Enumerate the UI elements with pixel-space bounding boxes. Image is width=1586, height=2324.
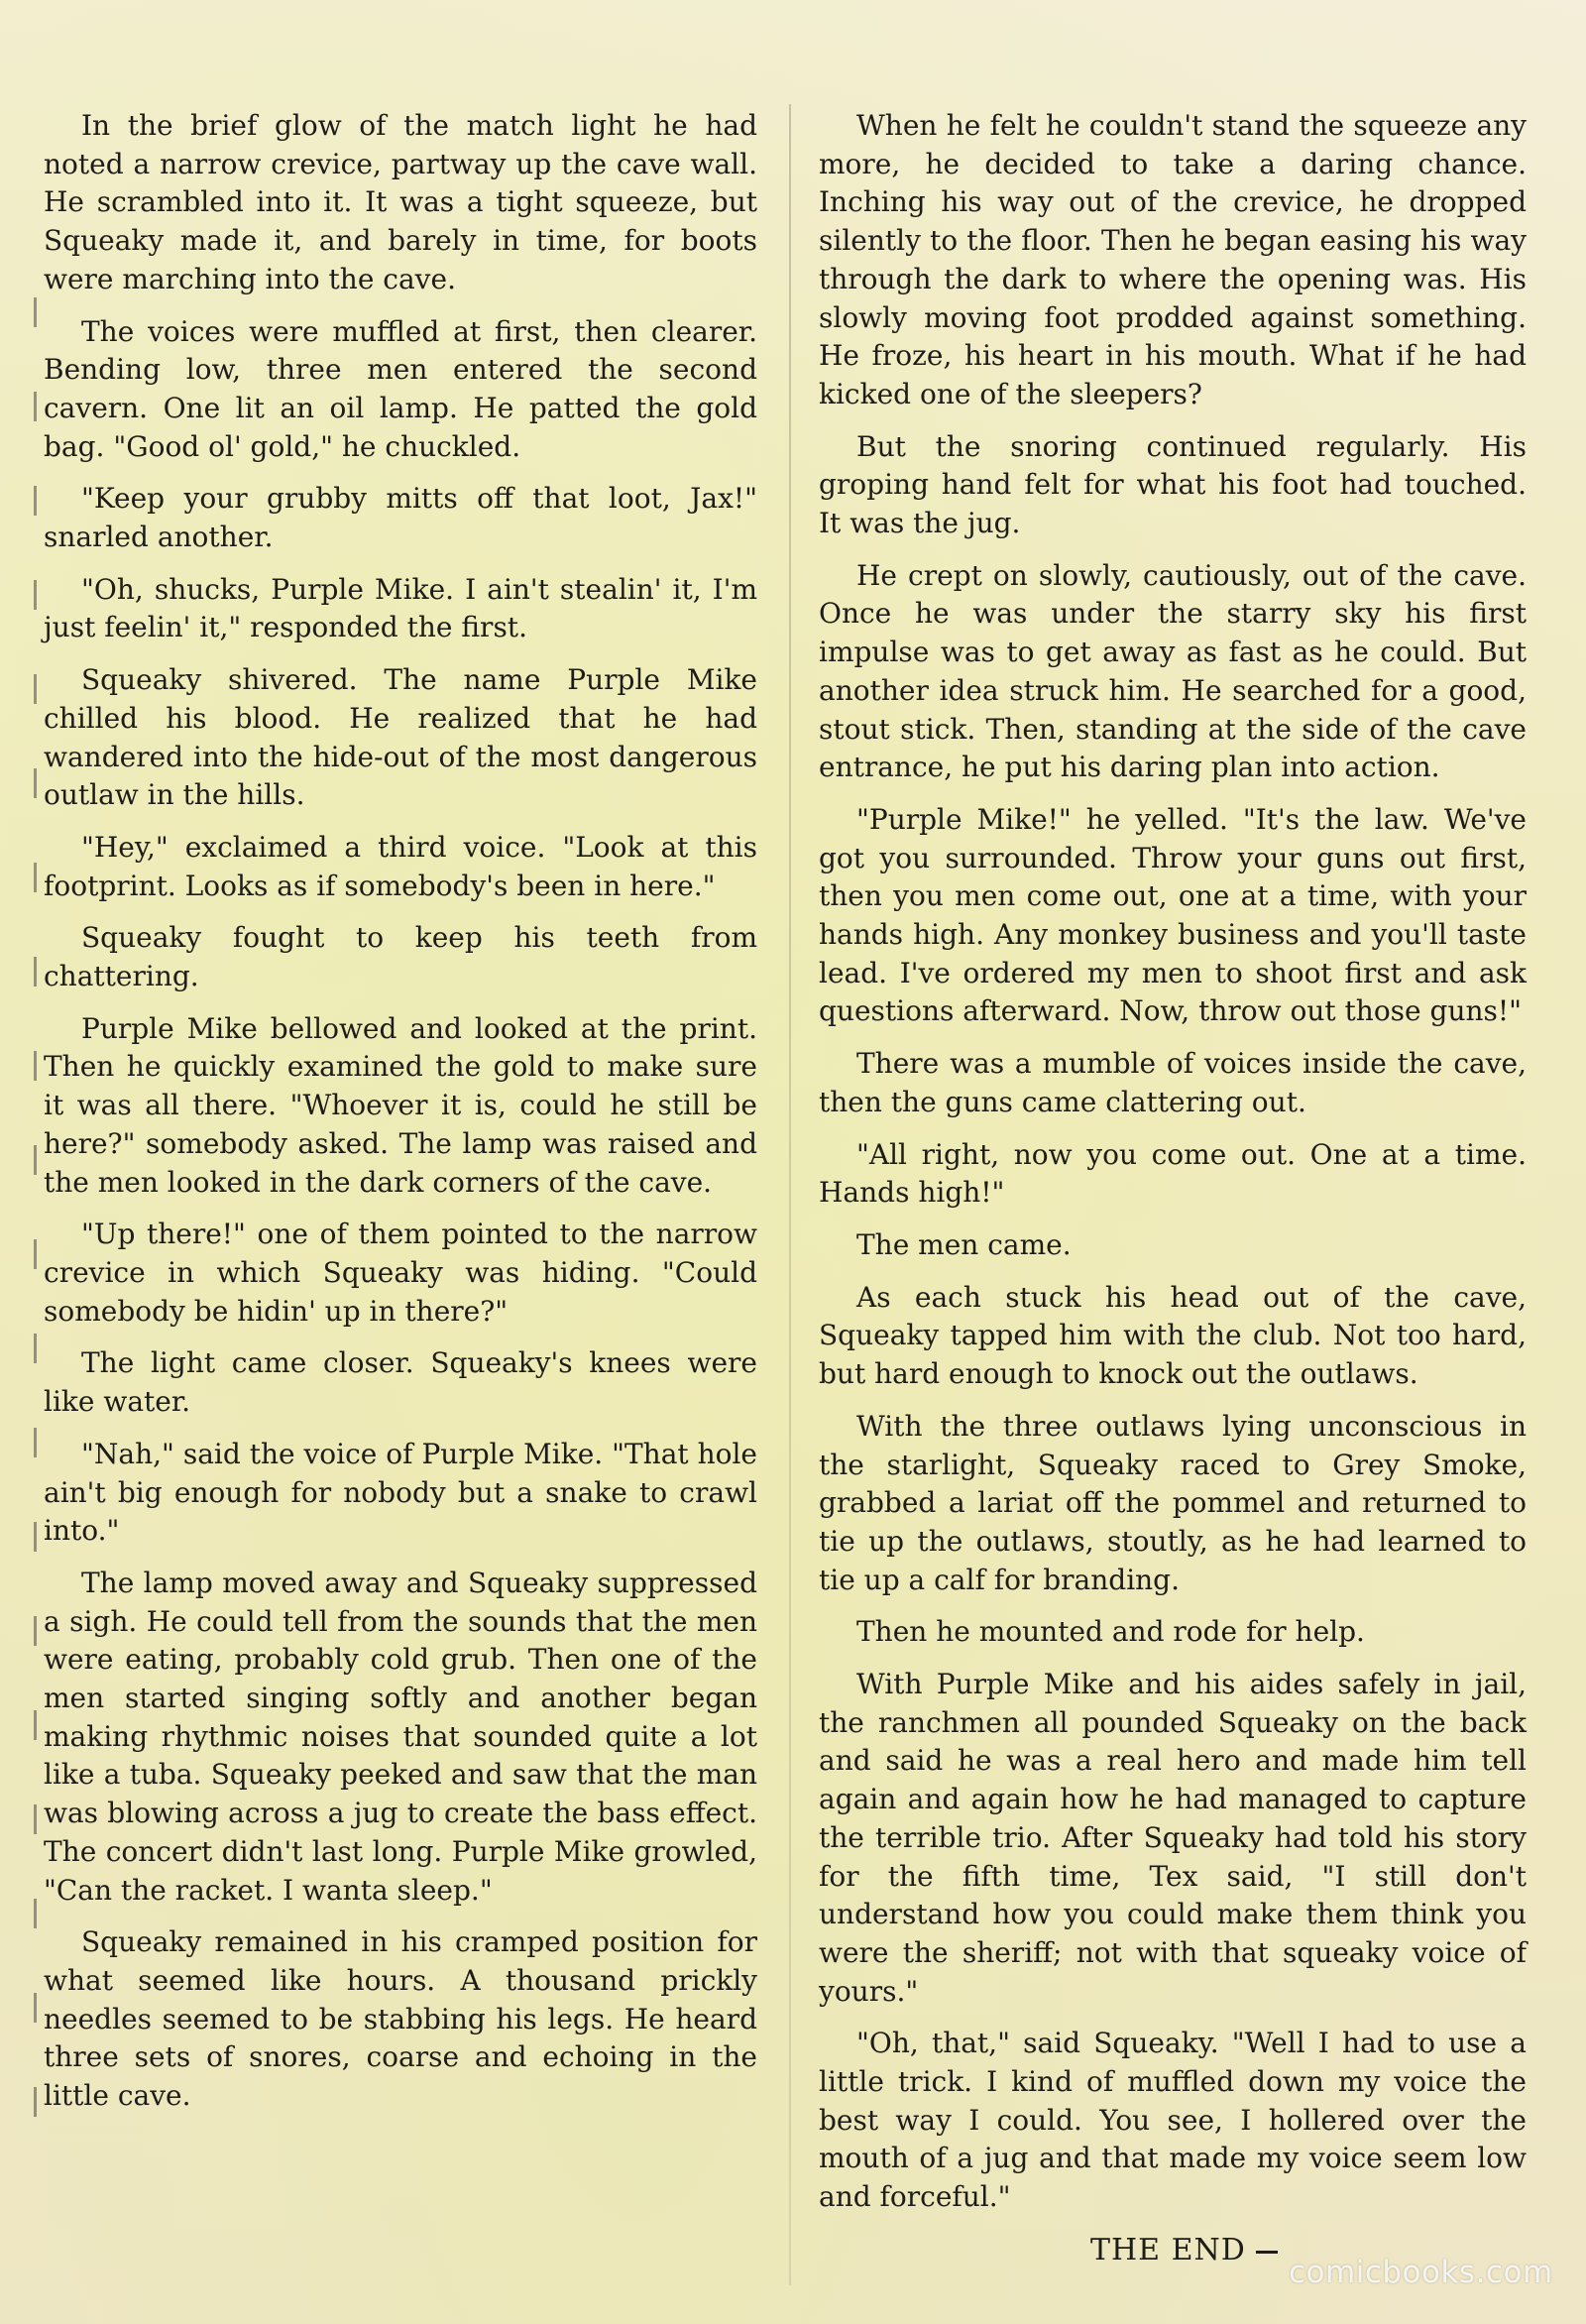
paragraph: "Purple Mike!" he yelled. "It's the law. We've got you surrounded. Throw your guns out first, then you men come out, one at a time, with your hands high. Any monkey business and you'll taste lead. I've ordered my men to shoot first and ask questions afterward. Now, throw out those guns!" (819, 802, 1527, 1028)
paragraph: As each stuck his head out of the cave, Squeaky tapped him with the club. Not too hard, but hard enough to knock out the outlaws. (819, 1280, 1527, 1391)
paragraph: Purple Mike bellowed and looked at the print. Then he quickly examined the gold to make sure it was all there. "Whoever it is, could he still be here?" somebody asked. The lamp was raised and the men looked in the dark corners of the cave. (44, 1011, 757, 1199)
paragraph: "All right, now you come out. One at a time. Hands high!" (819, 1137, 1527, 1210)
the-end-text: THE END (1090, 2233, 1246, 2267)
watermark: comicbooks.com (1289, 2255, 1553, 2290)
paragraph: "Hey," exclaimed a third voice. "Look at this footprint. Looks as if somebody's been in here." (44, 830, 757, 902)
paragraph: The light came closer. Squeaky's knees were like water. (44, 1346, 757, 1419)
paragraph: The lamp moved away and Squeaky suppressed a sigh. He could tell from the sounds that the men were eating, probably cold grub. Then one of the men started singing softly and another began making rhythmic noises that sounded quite a lot like a tuba. Squeaky peeked and saw that the man was blowing across a jug to create the bass effect. The concert didn't last long. Purple Mike growled, "Can the racket. I wanta sleep." (44, 1566, 757, 1907)
paragraph: "Up there!" one of them pointed to the narrow crevice in which Squeaky was hiding. "Could somebody be hidin' up in there?" (44, 1218, 757, 1328)
the-end-label (1090, 2233, 1278, 2267)
paragraph: Squeaky shivered. The name Purple Mike chilled his blood. He realized that he had wandered into the hide-out of the most dangerous outlaw in the hills. (44, 663, 757, 812)
paragraph: He crept on slowly, cautiously, out of the cave. Once he was under the starry sky his first impulse was to get away as fast as he could. But another idea struck him. He searched for a good, stout stick. Then, standing at the side of the cave entrance, he put his daring plan into action. (819, 558, 1527, 784)
paragraph: The men came. (856, 1227, 1072, 1261)
left-column (44, 107, 757, 2130)
paragraph: Then he mounted and rode for help. (856, 1615, 1365, 1649)
paragraph: Squeaky remained in his cramped position for what seemed like hours. A thousand prickly needles seemed to be stabbing his legs. He heard three sets of snores, coarse and echoing in the little cave. (44, 1925, 757, 2113)
margin-marks (34, 297, 37, 2181)
right-column (819, 107, 1527, 2231)
paragraph: "Oh, that," said Squeaky. "Well I had to use a little trick. I kind of muffled down my voice the best way I could. You see, I hollered over the mouth of a jug and that made my voice seem low and forceful." (819, 2027, 1527, 2214)
paragraph: "Oh, shucks, Purple Mike. I ain't stealin' it, I'm just feelin' it," responded the first. (44, 572, 757, 644)
paragraph: When he felt he couldn't stand the squeeze any more, he decided to take a daring chance. Inching his way out of the crevice, he dropped silently to the floor. Then he began easing his way through the dark to where the opening was. His slowly moving foot prodded against something. He froze, his heart in his mouth. What if he had kicked one of the sleepers? (819, 109, 1527, 410)
paragraph: With Purple Mike and his aides safely in jail, the ranchmen all pounded Squeaky on the back and said he was a real hero and made him tell again and again how he had managed to capture the terrible trio. After Squeaky had told his story for the fifth time, Tex said, "I still don't understand how you could make them think you were the sheriff; not with that squeaky voice of yours." (819, 1668, 1527, 2008)
paragraph: There was a mumble of voices inside the cave, then the guns came clattering out. (819, 1047, 1527, 1118)
paragraph: The voices were muffled at first, then clearer. Bending low, three men entered the second cavern. One lit an oil lamp. He patted the gold bag. "Good ol' gold," he chuckled. (44, 314, 757, 463)
dash-mark (1256, 2251, 1278, 2254)
paragraph: In the brief glow of the match light he had noted a narrow crevice, partway up the cave wall. He scrambled into it. It was a tight squeeze, but Squeaky made it, and barely in time, for boots were marching into the cave. (44, 109, 757, 295)
column-divider (789, 104, 791, 2285)
paragraph: "Nah," said the voice of Purple Mike. "That hole ain't big enough for nobody but a snake to crawl into." (44, 1437, 757, 1548)
paragraph: "Keep your grubby mitts off that loot, Jax!" snarled another. (44, 482, 757, 554)
paragraph: With the three outlaws lying unconscious in the starlight, Squeaky raced to Grey Smoke, grabbed a lariat off the pommel and returned to tie up the outlaws, stoutly, as he had learned to tie up a calf for branding. (819, 1409, 1527, 1596)
paragraph: But the snoring continued regularly. His groping hand felt for what his foot had touched. It was the jug. (819, 429, 1527, 540)
paragraph: Squeaky fought to keep his teeth from chattering. (44, 921, 757, 993)
